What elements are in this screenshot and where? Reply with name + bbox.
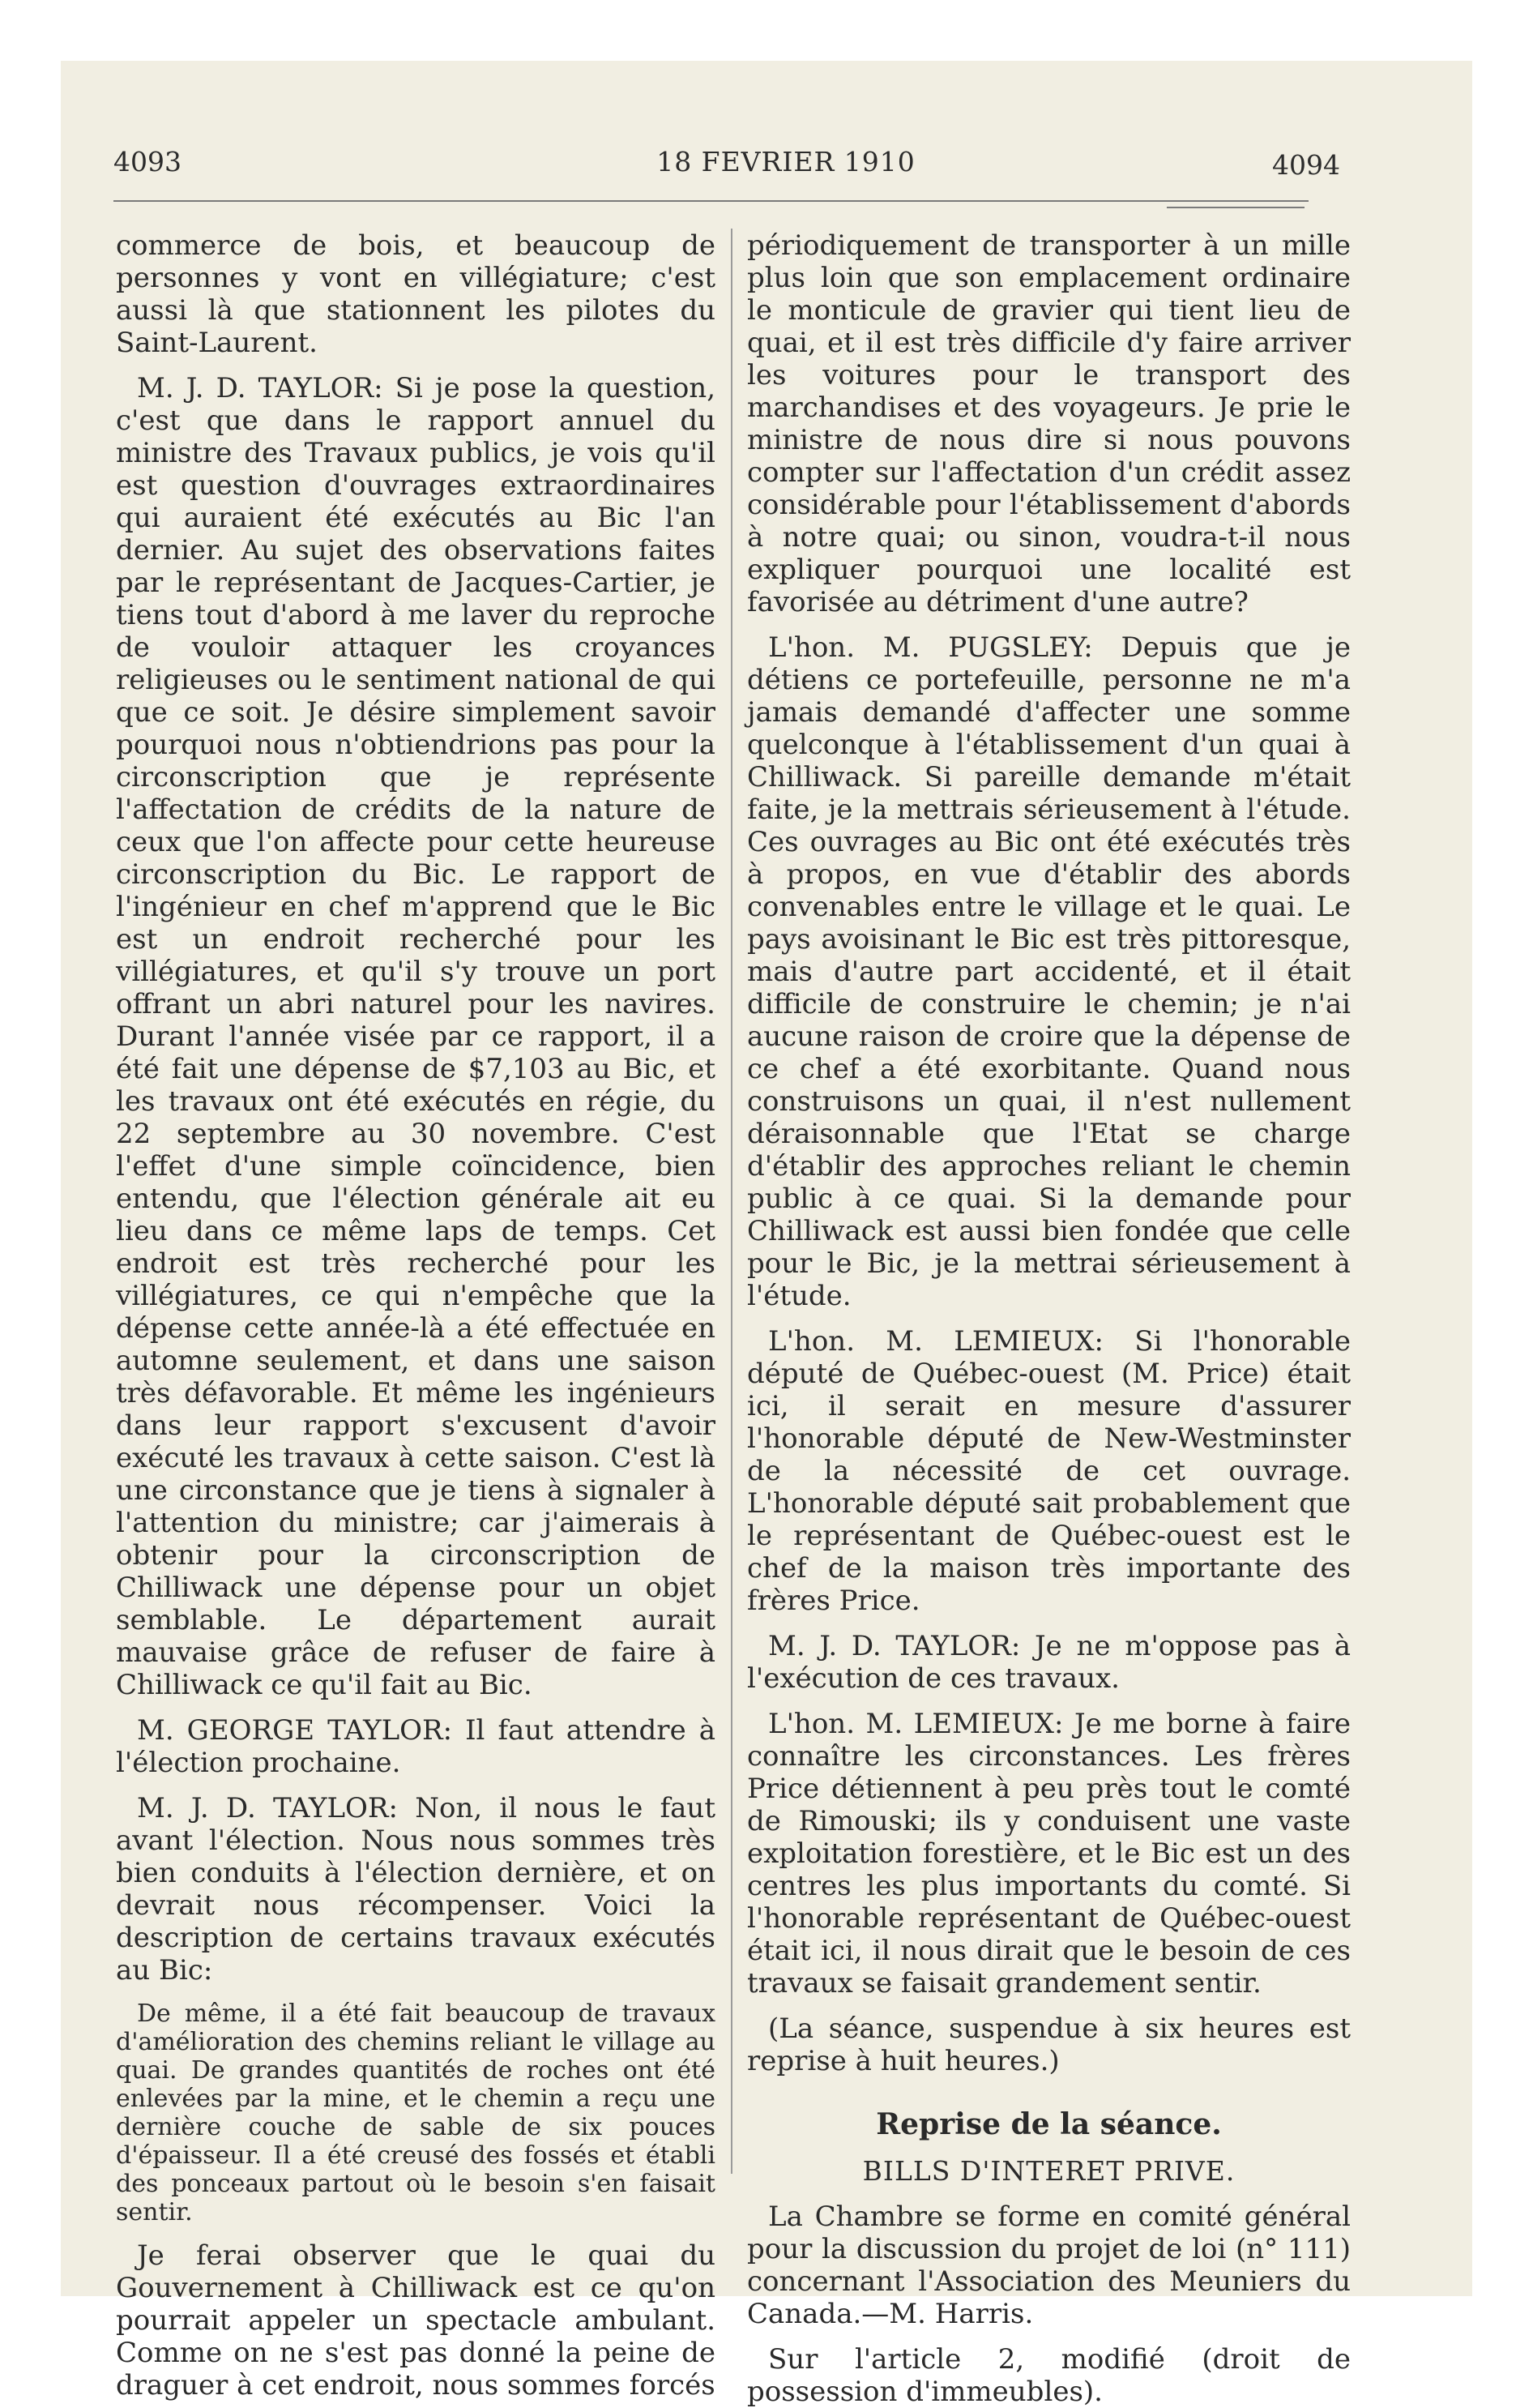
paragraph: M. J. D. TAYLOR: Si je pose la question, c'est que dans le rapport annuel du ministre des Travaux publics, je vois qu'il est question d'ouvrages extraordinaires qui auraient été exécutés au Bic l'an dernier. Au sujet des observations faites par le représentant de Jacques-Cartier, je tiens tout d'abord à me laver du reproche de vouloir attaquer les croyances religieuses ou le sentiment national de qui que ce soit. Je désire simplement savoir pourquoi nous n'obtiendrions pas pour la circonscription que je représente l'affectation de crédits de la nature de ceux que l'on affecte pour cette heureuse circonscription du Bic. Le rapport de l'ingénieur en chef m'apprend que le Bic est un endroit recherché pour les villégiatures, et qu'il s'y trouve un port offrant un abri naturel pour les navires. Durant l'année visée par ce rapport, il a été fait une dépense de $7,103 au Bic, et les travaux ont été exécutés en régie, du 22 septembre au 30 novembre. C'est l'effet d'une simple coïncidence, bien entendu, que l'élection générale ait eu lieu dans ce même laps de temps. Cet endroit est très recherché pour les villégiatures, ce qui n'empêche que la dépense cette année-là a été effectuée en automne seulement, et dans une saison très défavorable. Et même les ingénieurs dans leur rapport s'excusent d'avoir exécuté les travaux à cette saison. C'est là une circonstance que je tiens à signaler à l'attention du ministre; car j'aimerais à obtenir pour la circonscription de Chilliwack une dépense pour un objet semblable. Le département aurait mauvaise grâce de refuser de faire à Chilliwack ce qu'il fait au Bic. — [116, 372, 715, 1701]
left-column — [116, 229, 715, 2402]
paragraph: La Chambre se forme en comité général pour la discussion du projet de loi (n° 111) concernant l'Association des Meuniers du Canada.—M. Harris. — [747, 2201, 1351, 2330]
page-date: 18 FEVRIER 1910 — [656, 146, 916, 177]
left-page-number: 4093 — [113, 146, 181, 177]
paragraph: M. J. D. TAYLOR: Non, il nous le faut avant l'élection. Nous nous sommes très bien conduits à l'élection dernière, et on devrait nous récompenser. Voici la description de certains travaux exécutés au Bic: — [116, 1792, 715, 1987]
right-page-number: 4094 — [1272, 149, 1340, 181]
quoted-paragraph: De même, il a été fait beaucoup de travaux d'amélioration des chemins reliant le village au quai. De grandes quantités de roches ont été enlevées par la mine, et le chemin a reçu une dernière couche de sable de six pouces d'épaisseur. Il a été creusé des fossés et établi des ponceaux partout où le besoin s'en faisait sentir. — [116, 2000, 715, 2226]
paragraph: (La séance, suspendue à six heures est reprise à huit heures.) — [747, 2012, 1351, 2077]
section-subheading: BILLS D'INTERET PRIVE. — [862, 2155, 1236, 2187]
paragraph: Sur l'article 2, modifié (droit de possession d'immeubles). — [747, 2343, 1351, 2408]
paragraph: L'hon. M. LEMIEUX: Je me borne à faire connaître les circonstances. Les frères Price détiennent à peu près tout le comté de Rimouski; ils y conduisent une vaste exploitation forestière, et le Bic est un des centres les plus importants du comté. Si l'honorable représentant de Québec-ouest était ici, il nous dirait que le besoin de ces travaux se faisait grandement sentir. — [747, 1708, 1351, 2000]
paragraph: commerce de bois, et beaucoup de personnes y vont en villégiature; c'est aussi là que stationnent les pilotes du Saint-Laurent. — [116, 229, 715, 359]
paragraph: M. GEORGE TAYLOR: Il faut attendre à l'élection prochaine. — [116, 1714, 715, 1779]
section-heading: Reprise de la séance. — [876, 2107, 1222, 2141]
header-rule-short — [1167, 207, 1305, 208]
paragraph: Je ferai observer que le quai du Gouvernement à Chilliwack est ce qu'on pourrait appeler un spectacle ambulant. Comme on ne s'est pas donné la peine de draguer à cet endroit, nous sommes forcés — [116, 2239, 715, 2402]
column-divider — [731, 229, 732, 2174]
right-column — [747, 229, 1351, 2408]
header-rule — [113, 200, 1309, 202]
paragraph: M. J. D. TAYLOR: Je ne m'oppose pas à l'exécution de ces travaux. — [747, 1630, 1351, 1695]
paragraph: L'hon. M. LEMIEUX: Si l'honorable député de Québec-ouest (M. Price) était ici, il serait en mesure d'assurer l'honorable député de New-Westminster de la nécessité de cet ouvrage. L'honorable député sait probablement que le représentant de Québec-ouest est le chef de la maison très importante des frères Price. — [747, 1325, 1351, 1617]
paragraph: L'hon. M. PUGSLEY: Depuis que je détiens ce portefeuille, personne ne m'a jamais demandé d'affecter une somme quelconque à l'établissement d'un quai à Chilliwack. Si pareille demande m'était faite, je la mettrais sérieusement à l'étude. Ces ouvrages au Bic ont été exécutés très à propos, en vue d'établir des abords convenables entre le village et le quai. Le pays avoisinant le Bic est très pittoresque, mais d'autre part accidenté, et il était difficile de construire le chemin; je n'ai aucune raison de croire que la dépense de ce chef a été exorbitante. Quand nous construisons un quai, il n'est nullement déraisonnable que l'Etat se charge d'établir des approches reliant le chemin public à ce quai. Si la demande pour Chilliwack est aussi bien fondée que celle pour le Bic, je la mettrai sérieusement à l'étude. — [747, 631, 1351, 1312]
paragraph: périodiquement de transporter à un mille plus loin que son emplacement ordinaire le monticule de gravier qui tient lieu de quai, et il est très difficile d'y faire arriver les voitures pour le transport des marchandises et des voyageurs. Je prie le ministre de nous dire si nous pouvons compter sur l'affectation d'un crédit assez considérable pour l'établissement d'abords à notre quai; ou sinon, voudra-t-il nous expliquer pourquoi une localité est favorisée au détriment d'une autre? — [747, 229, 1351, 618]
